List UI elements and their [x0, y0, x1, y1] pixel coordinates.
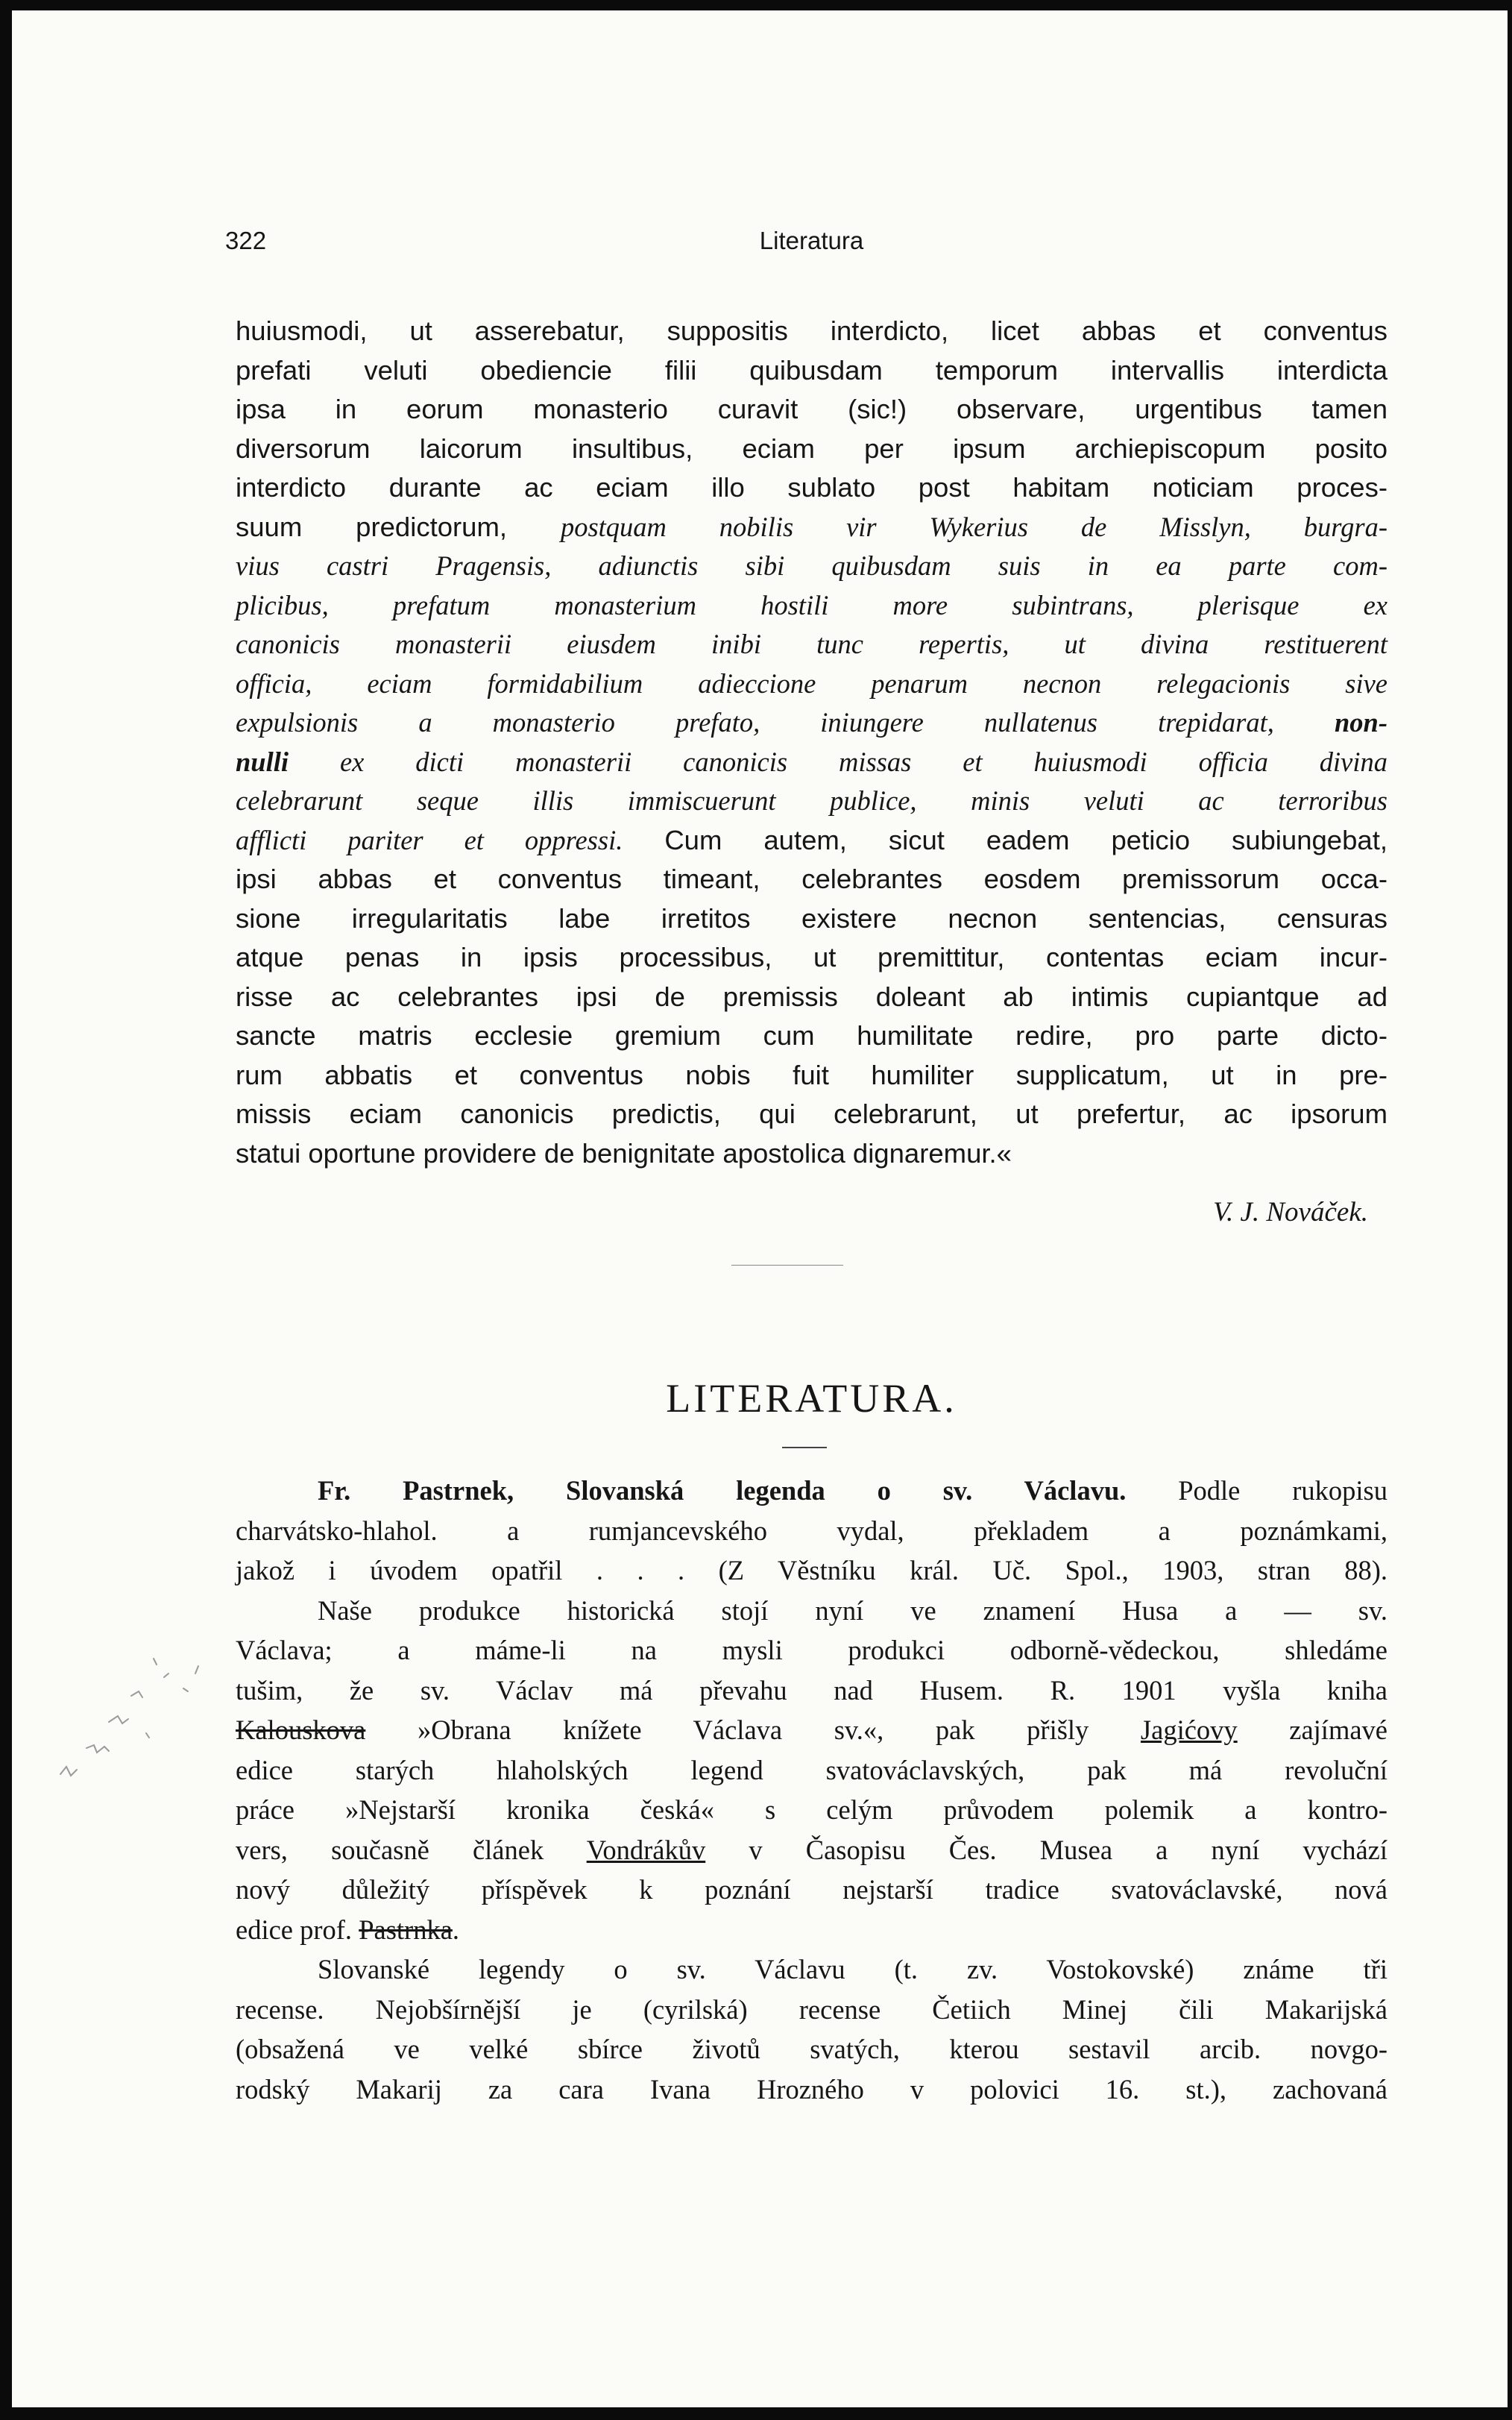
running-head [225, 227, 1387, 264]
review-line: edice starých hlaholských legend svatováclavských, pak má revoluční [236, 1754, 1387, 1785]
text-segment: postquam nobilis vir Wykerius de Misslyn, burgra- [560, 511, 1387, 542]
review-line: nový důležitý příspěvek k poznání nejstarší tradice svatováclavské, nová [236, 1874, 1387, 1905]
paragraph-line [236, 938, 1387, 978]
pencil-marks-illustration [42, 1651, 213, 1800]
text-segment: expulsionis a monasterio prefato, iniungere nullatenus trepidarat, [236, 707, 1335, 738]
author-name: Vondrákův [586, 1834, 706, 1865]
text-segment: rum abbatis et conventus nobis fuit humiliter supplicatum, ut in pre- [236, 1059, 1387, 1090]
paragraph-line [236, 978, 1387, 1017]
review-line: rodský Makarij za cara Ivana Hrozného v polovici 16. st.), zachovaná [236, 2073, 1387, 2105]
text-segment: non- [1334, 707, 1387, 738]
paragraph-line [236, 625, 1387, 664]
text-segment: afflicti pariter et oppressi. [236, 824, 623, 855]
author-name: Jagićovy [1140, 1715, 1238, 1745]
paragraph-line [236, 1134, 1387, 1174]
page-number: 322 [225, 227, 267, 254]
text-segment: risse ac celebrantes ipsi de premissis doleant ab intimis cupiantque ad [236, 981, 1387, 1012]
paragraph-line [236, 821, 1387, 861]
text-segment: prefati veluti obediencie filii quibusdam temporum intervallis interdicta [236, 354, 1387, 386]
paragraph-line [236, 899, 1387, 939]
review-line: jakož i úvodem opatřil . . . (Z Věstníku král. Uč. Spol., 1903, stran 88). [236, 1555, 1387, 1585]
paragraph-line [236, 508, 1387, 547]
review-line: Slovanské legendy o sv. Václavu (t. zv. Vostokovské) známe tři [318, 1954, 1387, 1984]
paragraph-line [236, 586, 1387, 626]
text-segment: ipsi abbas et conventus timeant, celebrantes eosdem premissorum occa- [236, 864, 1387, 894]
text-segment: celebrarunt seque illis immiscuerunt publice, minis veluti ac terroribus [236, 785, 1387, 816]
paragraph-line [236, 743, 1387, 782]
paragraph-line [236, 547, 1387, 586]
review-line: Kalouskova »Obrana knížete Václava sv.«, pak přišly Jagićovy zajímavé [236, 1715, 1387, 1745]
paragraph-line [236, 390, 1387, 430]
paragraph-line [236, 1016, 1387, 1056]
review-line: recense. Nejobšírnější je (cyrilská) recense Četiich Minej čili Makarijská [236, 1993, 1387, 2025]
text-segment: Cum autem, sicut eadem peticio subiungebat, [623, 824, 1387, 855]
author-signature: V. J. Nováček. [1213, 1197, 1368, 1228]
paragraph-line [236, 1056, 1387, 1096]
review-line: vers, současně článek Vondrákův v Časopisu Čes. Musea a nyní vychází [236, 1834, 1387, 1865]
review-line: (obsažená ve velké sbírce životů svatých, kterou sestavil arcib. novgo- [236, 2034, 1387, 2064]
text-segment: suum predictorum, [236, 511, 561, 542]
text-segment: nulli [236, 746, 289, 777]
text-segment: officia, eciam formidabilium adieccione penarum necnon relegacionis sive [236, 667, 1387, 699]
review-line: Naše produkce historická stojí nyní ve znamení Husa a — sv. [318, 1594, 1387, 1626]
review-heading: Fr. Pastrnek, Slovanská legenda o sv. Václavu. [318, 1475, 1127, 1506]
latin-quotation-paragraph [236, 312, 1387, 1173]
section-title: LITERATURA. [666, 1376, 957, 1421]
paragraph-line [236, 703, 1387, 743]
text-segment: interdicto durante ac eciam illo sublato post habitam noticiam proces- [236, 472, 1387, 503]
text-segment: canonicis monasterii eiusdem inibi tunc repertis, ut divina restituerent [236, 629, 1387, 659]
paragraph-line [236, 430, 1387, 469]
text-segment: plicibus, prefatum monasterium hostili more subintrans, plerisque ex [236, 589, 1387, 620]
author-name: Kalouskova [236, 1715, 366, 1745]
review-line: Fr. Pastrnek, Slovanská legenda o sv. Václavu. Podle rukopisu [318, 1475, 1387, 1506]
text-segment: atque penas in ipsis processibus, ut premittitur, contentas eciam incur- [236, 942, 1387, 972]
text-segment: huiusmodi, ut asserebatur, suppositis interdicto, licet abbas et conventus [236, 315, 1387, 346]
paragraph-line [236, 782, 1387, 821]
review-text [236, 1471, 1387, 2109]
review-line: práce »Nejstarší kronika česká« s celým průvodem polemik a kontro- [236, 1794, 1387, 1825]
running-title: Literatura [759, 227, 864, 254]
paragraph-line [236, 468, 1387, 508]
review-line: edice prof. Pastrnka. [236, 1914, 460, 1945]
paragraph-line [236, 351, 1387, 391]
paragraph-line [236, 312, 1387, 351]
paragraph-line [236, 1095, 1387, 1134]
text-segment: sione irregularitatis labe irretitos existere necnon sentencias, censuras [236, 902, 1387, 934]
text-segment: statui oportune providere de benignitate apostolica dignaremur.« [236, 1137, 1012, 1169]
text-segment: missis eciam canonicis predictis, qui celebrarunt, ut prefertur, ac ipsorum [236, 1099, 1387, 1129]
section-divider [731, 1265, 843, 1266]
author-name: Pastrnka [359, 1914, 453, 1945]
paragraph-line [236, 860, 1387, 899]
text-segment: vius castri Pragensis, adiunctis sibi quibusdam suis in ea parte com- [236, 550, 1387, 581]
page-sheet [12, 10, 1508, 2407]
text-segment: diversorum laicorum insultibus, eciam per ipsum archiepiscopum posito [236, 433, 1387, 464]
review-line: charvátsko-hlahol. a rumjancevského vydal, překladem a poznámkami, [236, 1515, 1387, 1546]
review-line: Václava; a máme-li na mysli produkci odborně-vědeckou, shledáme [236, 1635, 1387, 1665]
text-segment: ex dicti monasterii canonicis missas et huiusmodi officia divina [289, 746, 1387, 777]
text-segment: ipsa in eorum monasterio curavit (sic!) observare, urgentibus tamen [236, 394, 1387, 424]
review-line: tušim, že sv. Václav má převahu nad Husem. R. 1901 vyšla kniha [236, 1674, 1387, 1706]
text-segment: sancte matris ecclesie gremium cum humilitate redire, pro parte dicto- [236, 1020, 1387, 1051]
title-underline [782, 1447, 827, 1448]
paragraph-line [236, 664, 1387, 704]
